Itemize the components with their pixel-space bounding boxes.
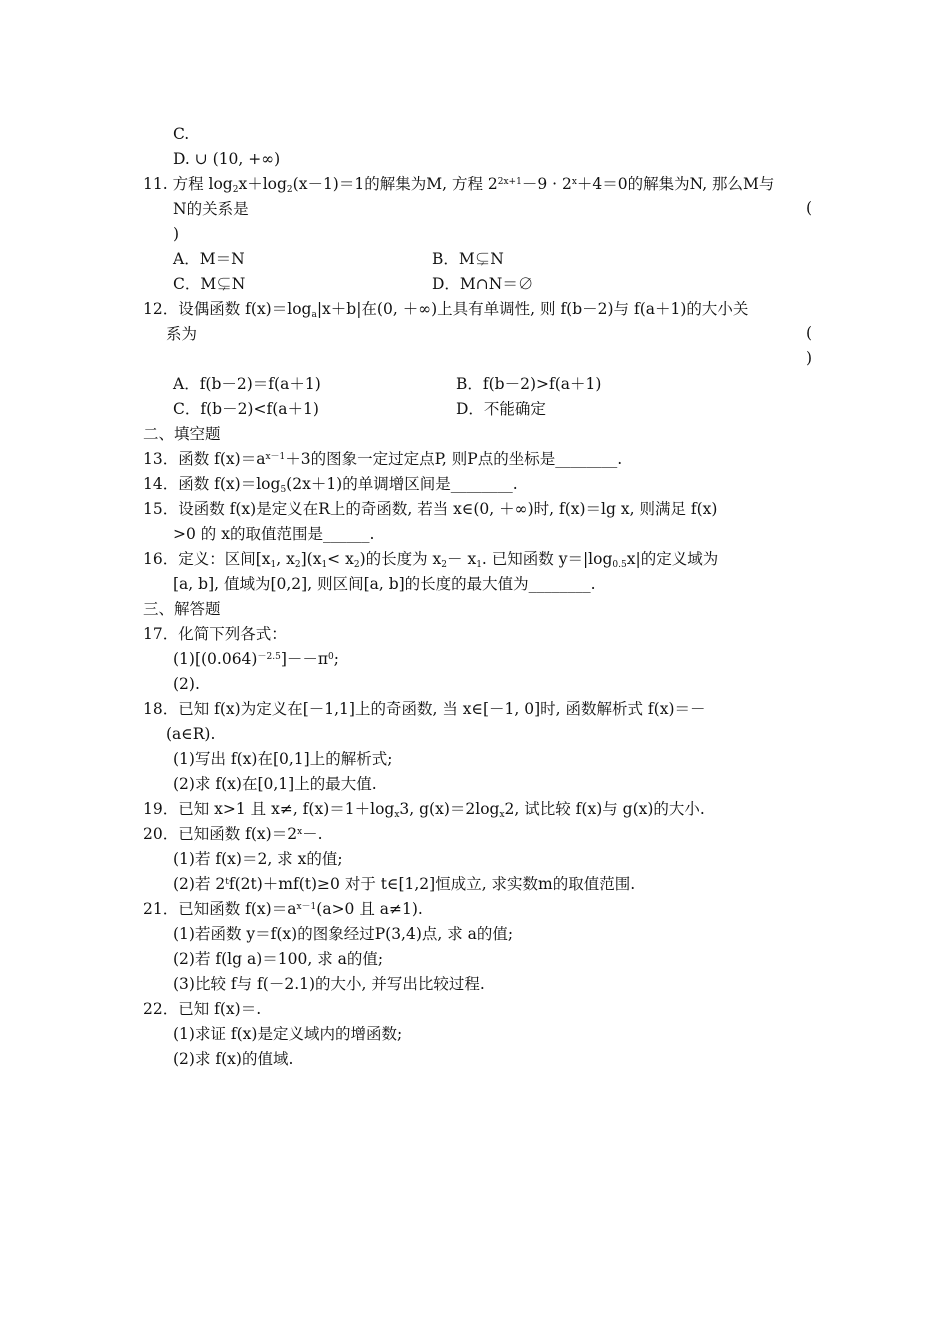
question-11-option-c: C．M⊊N — [173, 275, 246, 293]
question-12-line2: 系为 — [166, 325, 198, 343]
answer-paren-close-12: ) — [806, 349, 813, 367]
question-11-line1: 11. 方程 $\log_2x+\log_2(x-1)=1$的解集为M, 方程 $2^{2x+1}-9 \cdot 2^x+4=0$的解集为N, 那么M与 — [143, 175, 775, 195]
question-22-part2: (2)求 f(x)的值域. — [173, 1050, 294, 1068]
question-11-option-b: B．M⊊N — [432, 250, 504, 268]
question-17: 17．化简下列各式： — [143, 625, 287, 643]
question-12-option-d: D．不能确定 — [456, 400, 546, 418]
question-12-option-b: B．f(b－2)>f(a＋1) — [456, 375, 602, 393]
question-21-part2: (2)若 f(lg a)＝100, 求 a的值; — [173, 950, 384, 968]
section-title-solve: 三、解答题 — [143, 600, 221, 618]
question-18-part1: (1)写出 f(x)在[0,1]上的解析式; — [173, 750, 393, 768]
answer-paren-open-12: ( — [806, 324, 813, 342]
question-20-part1: (1)若 f(x)＝2, 求 x的值; — [173, 850, 343, 868]
question-16-line1: 16．定义：区间[$x_1$, $x_2](x_1< x_2)$的长度为 $x_2- x_1$. 已知函数 $y=|\log_{0.5}x|$的定义域为 — [143, 550, 719, 570]
question-16-line2: [a, b], 值域为[0,2], 则区间[a, b]的长度的最大值为________. — [173, 575, 596, 593]
question-20-part2: (2)若 $2^tf(2t)+mf(t)\ge 0$ 对于 t∈[1,2]恒成立, 求实数m的取值范围. — [173, 875, 636, 893]
question-22: 22．已知 f(x)＝. — [143, 1000, 262, 1018]
question-18-part2: (2)求 f(x)在[0,1]上的最大值. — [173, 775, 377, 793]
question-20: 20．已知函数 $f(x)=2^x-$. — [143, 825, 323, 843]
question-21: 21．已知函数 $f(x)=a^{x-1}(a>0$ 且 a≠1). — [143, 900, 423, 918]
question-15-line2: >0 的 x的取值范围是______. — [173, 525, 375, 543]
option-c-prev: C. — [173, 125, 190, 143]
question-21-part3: (3)比较 f与 f(－2.1)的大小, 并写出比较过程. — [173, 975, 485, 993]
question-11-line2: N的关系是 — [173, 200, 249, 218]
section-title-fill: 二、填空题 — [143, 425, 221, 443]
answer-paren-open: ( — [806, 199, 813, 217]
question-18-line1: 18．已知 f(x)为定义在[－1,1]上的奇函数, 当 x∈[－1, 0]时, 函数解析式 f(x)＝－ — [143, 700, 706, 718]
question-11-option-d: D．M∩N＝∅ — [432, 275, 534, 293]
question-22-part1: (1)求证 f(x)是定义域内的增函数; — [173, 1025, 403, 1043]
question-19: 19．已知 x>1 且 x≠, $f(x)=1+\log_x3$, $g(x)=2\log_x2$, 试比较 f(x)与 g(x)的大小. — [143, 800, 705, 820]
question-12-option-c: C．f(b－2)<f(a＋1) — [173, 400, 319, 418]
question-11-option-a: A．M＝N — [173, 250, 245, 268]
question-17-part1: $(1)[(0.064)^{-2.5}]--\pi^0$; — [173, 650, 340, 668]
question-17-part2: (2). — [173, 675, 200, 693]
question-12-line1: 12．设偶函数 $f(x)=\log_a|x+b|$在(0, ＋∞)上具有单调性, 则 f(b－2)与 f(a＋1)的大小关 — [143, 300, 749, 320]
question-12-option-a: A．f(b－2)＝f(a＋1) — [173, 375, 321, 393]
question-13: 13．函数 $f(x)=a^{x-1}+3$的图象一定过定点P, 则P点的坐标是________. — [143, 450, 623, 468]
answer-paren-close: ) — [173, 225, 180, 243]
option-d-prev: D. ∪ (10, +∞) — [173, 150, 281, 168]
question-14: 14．函数 $f(x)=\log_5(2x+1)$的单调增区间是________. — [143, 475, 518, 495]
question-18-line2: (a∈R). — [166, 725, 216, 743]
question-21-part1: (1)若函数 y＝f(x)的图象经过P(3,4)点, 求 a的值; — [173, 925, 514, 943]
question-15-line1: 15．设函数 f(x)是定义在R上的奇函数, 若当 x∈(0, ＋∞)时, f(x)＝lg x, 则满足 f(x) — [143, 500, 718, 518]
